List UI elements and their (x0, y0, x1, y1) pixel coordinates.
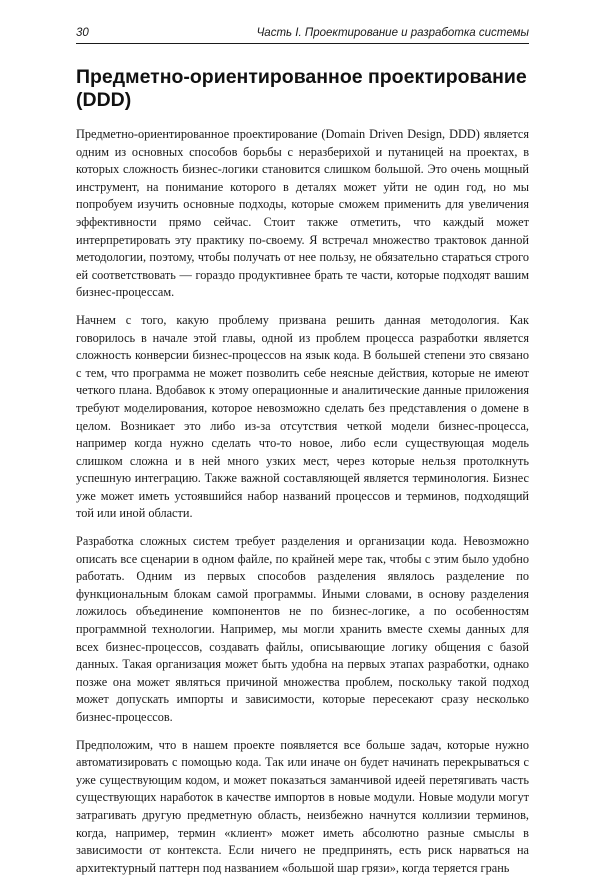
paragraph: Разработка сложных систем требует разделения и организации кода. Невозможно описать все сценарии в одном файле, по крайней мере так, чтобы с этим было удобно работать. Одним из первых способов разделения являлось разделение по функциональным блокам самой программы. Иными словами, в основу разделения ложилось объединение компонентов не по бизнес-логике, а по особенностям программной технологии. Например, мы могли хранить вместе схемы данных для всех бизнес-процессов, создавать файлы, описывающие логику общения с базой данных. Такая организация может быть удобна на первых этапах разработки, однако позже она может являться причиной множества проблем, поскольку такой подход может допускать импорты и зависимости, которые пересекают сразу несколько бизнес-процессов. (76, 534, 529, 724)
paragraph: Предположим, что в нашем проекте появляется все больше задач, которые нужно автоматизировать с помощью кода. Так или иначе он будет начинать перекрываться с уже существующим кодом, и может показаться заманчивой идеей перетягивать часть существующих наработок в качестве импортов в новые модули. Новые модули могут затрагивать другую предметную область, неизбежно начнутся коллизии терминов, когда, например, термин «клиент» может иметь абсолютно разные смыслы в зависимости от контекста. Если ничего не предпринять, есть риск нарваться на архитектурный паттерн под названием «большой шар грязи», когда теряется грань (76, 737, 529, 875)
body-text (76, 126, 529, 877)
page-number: 30 (76, 27, 89, 39)
running-header (76, 26, 529, 44)
book-page (76, 26, 529, 887)
paragraph: Предметно-ориентированное проектирование (Domain Driven Design, DDD) является одним из основных способов борьбы с неразберихой и путаницей на проектах, в которых сложность бизнес-логики становится слишком большой. Это очень мощный инструмент, на понимание которого в деталях может уйти не один год, но мы попробуем изучить основные подходы, которые сможем применить для увеличения эффективности прямо сейчас. Стоит также отметить, что каждый может интерпретировать эту практику по-своему. Я встречал множество трактовок данной методологии, поэтому, чтобы получать от нее пользу, не обязательно стараться строго ей соответствовать — гораздо продуктивнее брать те части, которые подходят вашим бизнес-процессам. (76, 127, 529, 300)
section-title: Предметно-ориентированное проектирование (DDD) (76, 66, 527, 111)
paragraph: Начнем с того, какую проблему призвана решить данная методология. Как говорилось в начале этой главы, одной из проблем процесса разработки является сложность конверсии бизнес-процессов на язык кода. В большей степени это связано с тем, что программа не может позволить себе неясные действия, которые не имеют четкого плана. Вдобавок к этому операционные и аналитические данные приложения требуют моделирования, которое невозможно сделать без представления о домене в целом. Возникает это либо из-за отсутствия четкой модели бизнес-процесса, например когда нужно сделать что-то новое, либо если существующая модель слишком сложна и в ней много узких мест, через которые нельзя протолкнуть успешную интеграцию. Также важной составляющей является терминология. Бизнес уже может иметь устоявшийся набор названий процессов и терминов, подходящий той или иной области. (76, 312, 529, 521)
running-title: Часть I. Проектирование и разработка системы (256, 27, 529, 39)
